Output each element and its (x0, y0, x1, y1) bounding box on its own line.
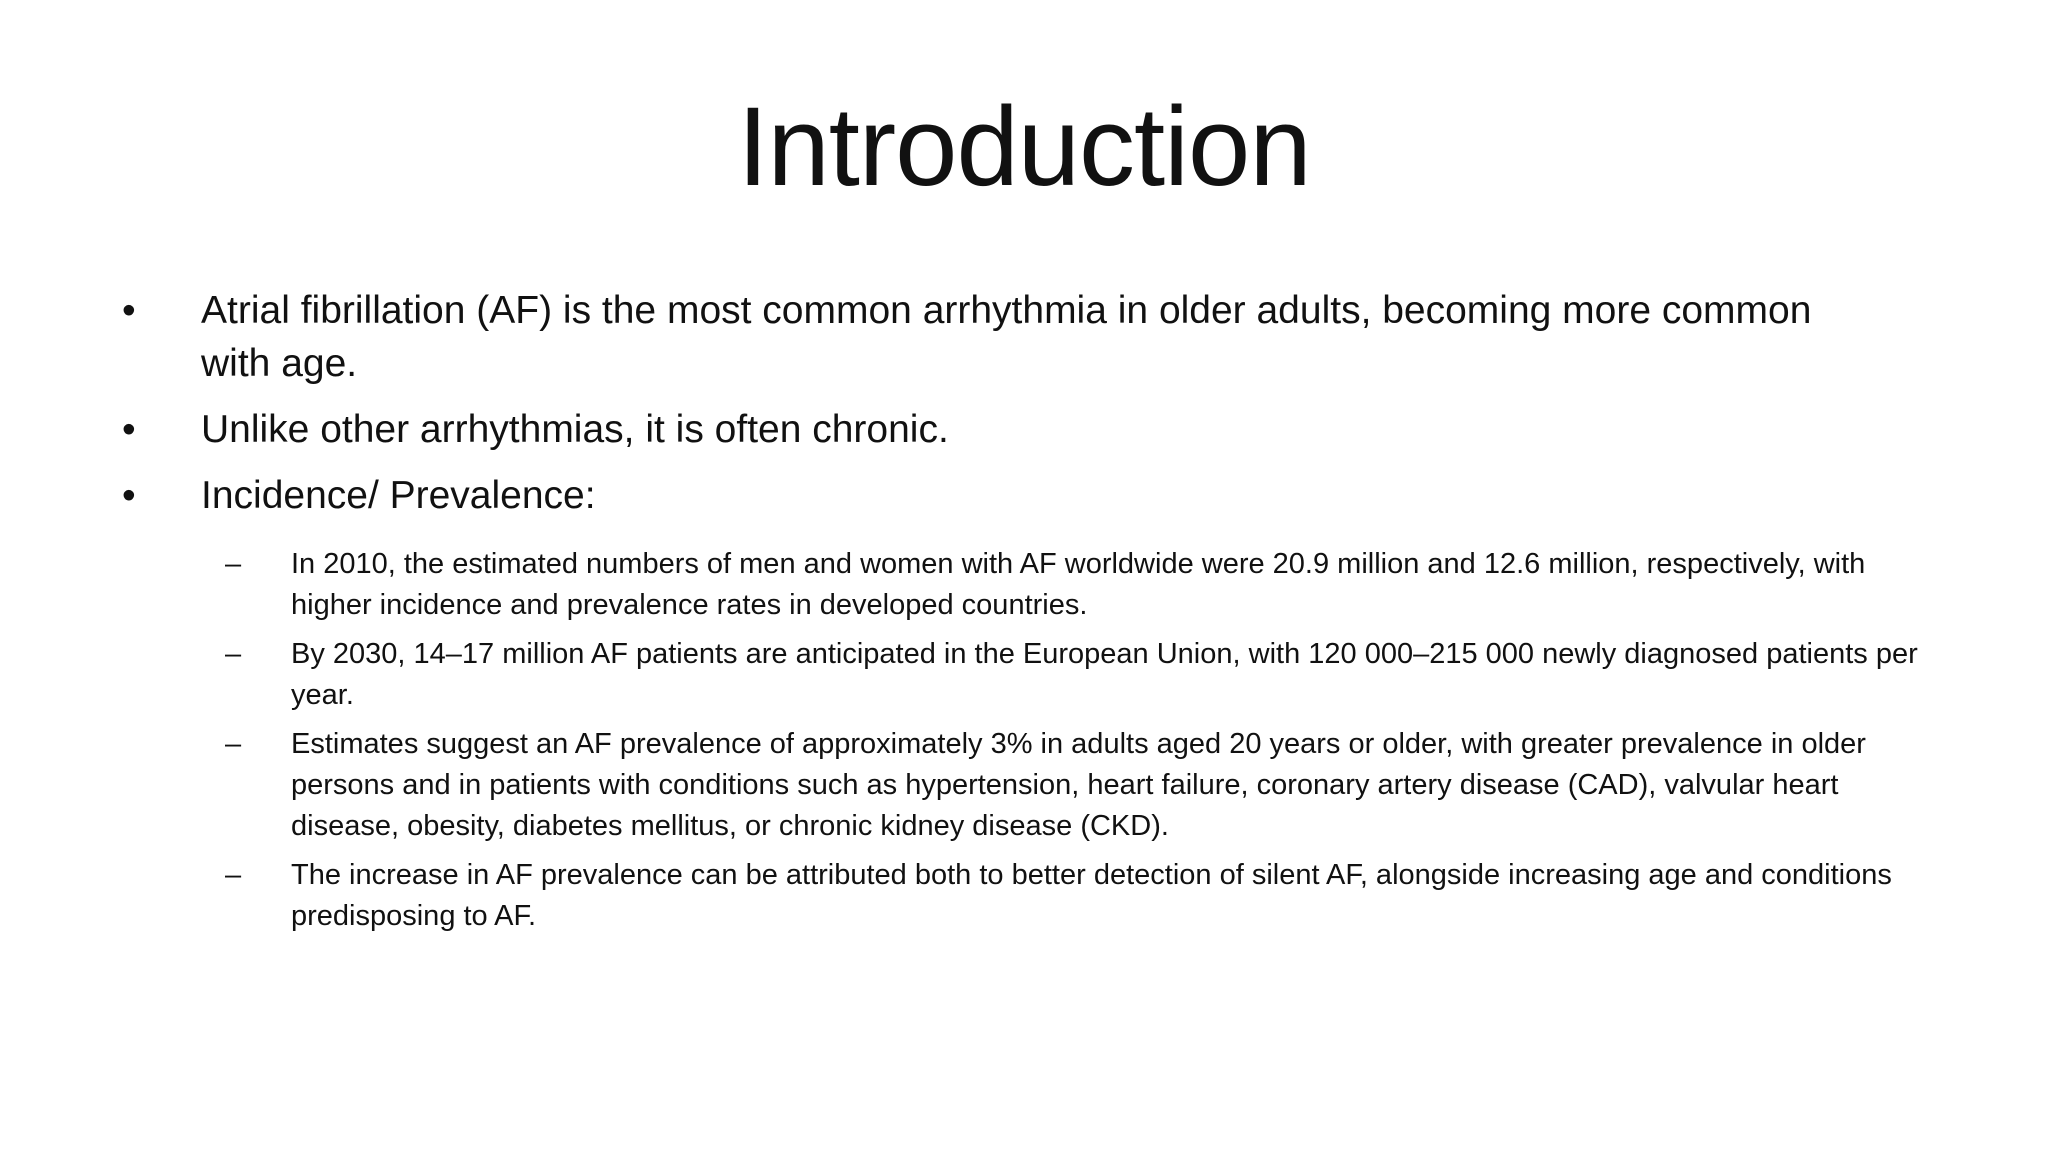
bullet-dot-icon: • (122, 289, 136, 332)
sub-bullet-text: Estimates suggest an AF prevalence of approximately 3% in adults aged 20 years or older, with greater prevalence in older persons and in patients with conditions such as hypertension, heart failure, coronary artery disease (CAD), valvular heart disease, obesity, diabetes mellitus, or chronic kidney disease (CKD). (291, 728, 1866, 842)
dash-icon: – (225, 859, 242, 891)
dash-icon: – (225, 638, 242, 670)
sub-bullet-item (0, 544, 1931, 626)
bullet-text: Incidence/ Prevalence: (201, 474, 596, 517)
dash-icon: – (225, 548, 242, 580)
sub-bullet-text: In 2010, the estimated numbers of men and women with AF worldwide were 20.9 million and 12.6 million, respectively, with higher incidence and prevalence rates in developed countries. (291, 548, 1866, 621)
bullet-item (0, 469, 1861, 522)
bullet-dot-icon: • (122, 408, 136, 451)
bullet-text: Unlike other arrhythmias, it is often chronic. (201, 408, 949, 451)
bullet-dot-icon: • (122, 474, 136, 517)
sub-bullet-text: By 2030, 14–17 million AF patients are anticipated in the European Union, with 120 000–215 000 newly diagnosed patients per year. (291, 638, 1918, 711)
bullet-item (0, 284, 1861, 390)
sub-bullet-list (0, 544, 2048, 945)
sub-bullet-item (0, 634, 1931, 716)
dash-icon: – (225, 728, 242, 760)
sub-bullet-item (0, 724, 1931, 847)
slide-title: Introduction (737, 84, 1311, 209)
bullet-text: Atrial fibrillation (AF) is the most common arrhythmia in older adults, becoming more common with age. (201, 289, 1812, 385)
sub-bullet-text: The increase in AF prevalence can be attributed both to better detection of silent AF, alongside increasing age and conditions predisposing to AF. (291, 859, 1892, 932)
bullet-list (0, 284, 2048, 535)
bullet-item (0, 403, 1861, 456)
sub-bullet-item (0, 855, 1931, 937)
